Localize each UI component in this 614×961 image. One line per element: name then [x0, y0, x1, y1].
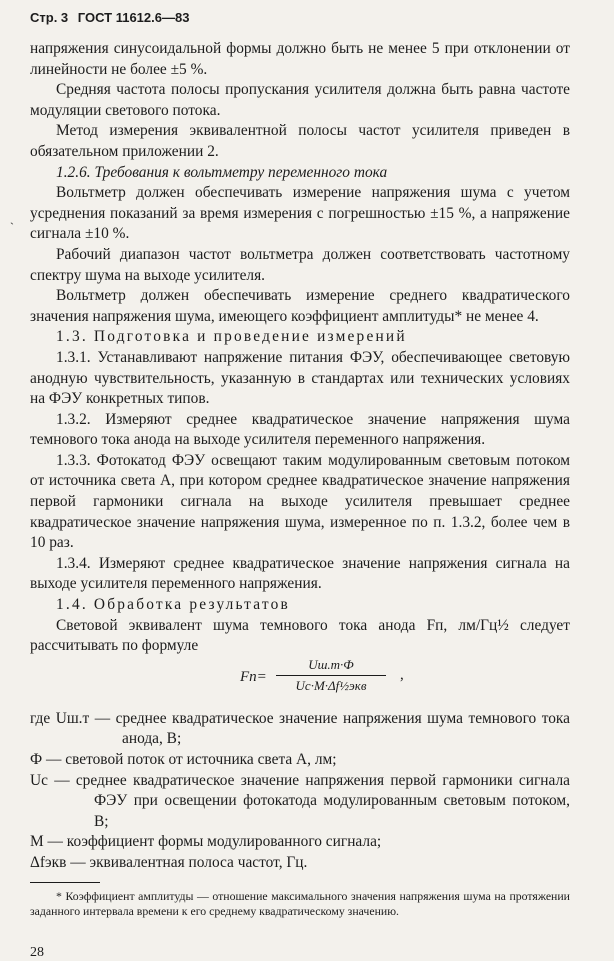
- definition: Ф — световой поток от источника света A, лм;: [30, 751, 337, 768]
- definition: Δfэкв — эквивалентная полоса частот, Гц.: [30, 853, 308, 871]
- formula-trail: ,: [400, 666, 404, 683]
- definition: M — коэффициент формы модулированного сигнала;: [30, 833, 382, 851]
- definition: Uc — среднее квадратическое значение напряжения первой гармоники сигнала ФЭУ при освещении фотокатода модулированным световым потоком, В;: [30, 771, 570, 830]
- document-page: [30, 10, 570, 961]
- margin-mark: ˎ: [10, 211, 14, 225]
- definition: где Uш.т — среднее квадратическое значение напряжения шума темнового тока анода, В;: [30, 709, 570, 748]
- page-header: [30, 10, 570, 25]
- formula-numerator: Uш.т·Ф: [276, 657, 386, 676]
- section-heading: 1.4. Обработка результатов: [56, 596, 291, 614]
- footnote-divider: [30, 882, 100, 883]
- definitions: [30, 709, 570, 874]
- header-page: Стр. 3: [30, 10, 69, 25]
- header-standard: ГОСТ 11612.6—83: [77, 10, 190, 25]
- formula-denominator: Uc·M·Δf½экв: [295, 677, 367, 693]
- paragraph: 1.3.3. Фотокатод ФЭУ освещают таким модулированным световым потоком от источника света A, при котором среднее квадратическое значение напряжения первой гармоники сигнала на выходе усилителя превышает среднее квадратическое значение напряжения шума, измеренное по п. 1.3.2, более чем в 10 раз.: [30, 451, 570, 552]
- section-heading: 1.2.6. Требования к вольтметру переменного тока: [56, 163, 388, 181]
- section-heading: 1.3. Подготовка и проведение измерений: [56, 328, 407, 346]
- paragraph: Вольтметр должен обеспечивать измерение напряжения шума с учетом усреднения показаний за время измерения с погрешностью ±15 %, а напряжение сигнала ±10 %.: [30, 184, 570, 243]
- paragraph: Световой эквивалент шума темнового тока анода Fп, лм/Гц½ следует рассчитывать по формуле: [30, 616, 570, 655]
- paragraph: 1.3.1. Устанавливают напряжение питания ФЭУ, обеспечивающее световую анодную чувствительность, указанную в стандартах или технических условиях на ФЭУ конкретных типов.: [30, 348, 570, 408]
- paragraph: 1.3.4. Измеряют среднее квадратическое значение напряжения сигнала на выходе усилителя переменного напряжения.: [30, 554, 570, 593]
- formula: [30, 657, 570, 709]
- page-number: 28: [30, 944, 44, 960]
- footnote: * Коэффициент амплитуды — отношение максимального значения напряжения шума на протяжении заданного интервала времени к его среднему квадратическому значению.: [30, 888, 570, 918]
- paragraph: 1.3.2. Измеряют среднее квадратическое значение напряжения шума темнового тока анода на выходе усилителя переменного напряжения.: [30, 410, 570, 449]
- paragraph: Рабочий диапазон частот вольтметра должен соответствовать частотному спектру шума на выходе усилителя.: [30, 245, 570, 284]
- formula-lhs: Fп=: [240, 668, 267, 685]
- paragraph: напряжения синусоидальной формы должно быть не менее 5 при отклонении от линейности не более ±5 %.: [30, 40, 570, 78]
- paragraph: Метод измерения эквивалентной полосы частот усилителя приведен в обязательном приложении 2.: [30, 122, 570, 160]
- formula-fraction: [276, 657, 386, 694]
- paragraph: Средняя частота полосы пропускания усилителя должна быть равна частоте модуляции светового потока.: [30, 81, 570, 119]
- paragraph: Вольтметр должен обеспечивать измерение среднего квадратического значения напряжения шума, имеющего коэффициент амплитуды* не менее 4.: [30, 287, 570, 325]
